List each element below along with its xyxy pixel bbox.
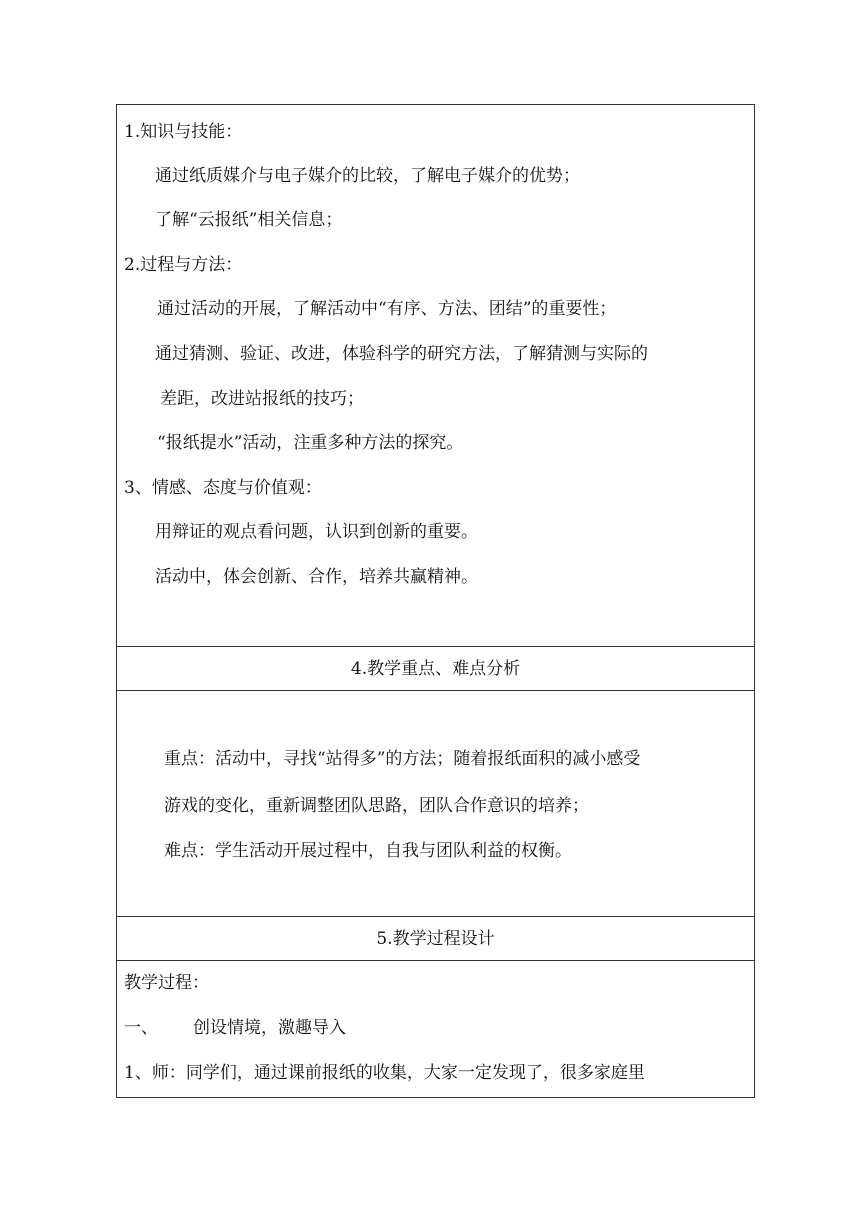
section5-title: 5.教学过程设计 — [117, 917, 754, 961]
key-point-line: 重点：活动中，寻找“站得多”的方法；随着报纸面积的减小感受 — [164, 749, 641, 769]
section4-title: 4.教学重点、难点分析 — [117, 647, 754, 691]
objective-heading-values: 3、情感、态度与价值观： — [124, 478, 322, 498]
objective-heading-knowledge: 1.知识与技能： — [124, 122, 243, 142]
process-line: 1、师：同学们，通过课前报纸的收集，大家一定发现了，很多家庭里 — [124, 1063, 645, 1083]
key-point-line: 游戏的变化，重新调整团队思路，团队合作意识的培养； — [164, 796, 589, 816]
lesson-plan-table — [116, 104, 755, 1098]
objective-heading-process: 2.过程与方法： — [124, 255, 243, 275]
step-number: 一、 — [124, 1018, 158, 1038]
objective-item: 用辩证的观点看问题，认识到创新的重要。 — [155, 522, 478, 542]
process-heading: 教学过程： — [124, 973, 209, 993]
objective-item: “报纸提水”活动，注重多种方法的探究。 — [157, 433, 464, 453]
objective-item: 了解“云报纸”相关信息； — [155, 210, 343, 230]
step-title: 创设情境，激趣导入 — [193, 1018, 346, 1038]
objective-item: 通过活动的开展，了解活动中“有序、方法、团结”的重要性； — [157, 299, 617, 319]
section4-content — [117, 691, 754, 917]
objective-item: 通过猜测、验证、改进，体验科学的研究方法，了解猜测与实际的 — [155, 344, 648, 364]
section5-content — [117, 961, 754, 1097]
objective-item: 差距，改进站报纸的技巧； — [160, 389, 364, 409]
difficult-point-line: 难点：学生活动开展过程中，自我与团队利益的权衡。 — [164, 841, 572, 861]
objective-item: 活动中，体会创新、合作，培养共赢精神。 — [155, 567, 478, 587]
objectives-cell — [117, 105, 754, 647]
objective-item: 通过纸质媒介与电子媒介的比较，了解电子媒介的优势； — [155, 166, 580, 186]
